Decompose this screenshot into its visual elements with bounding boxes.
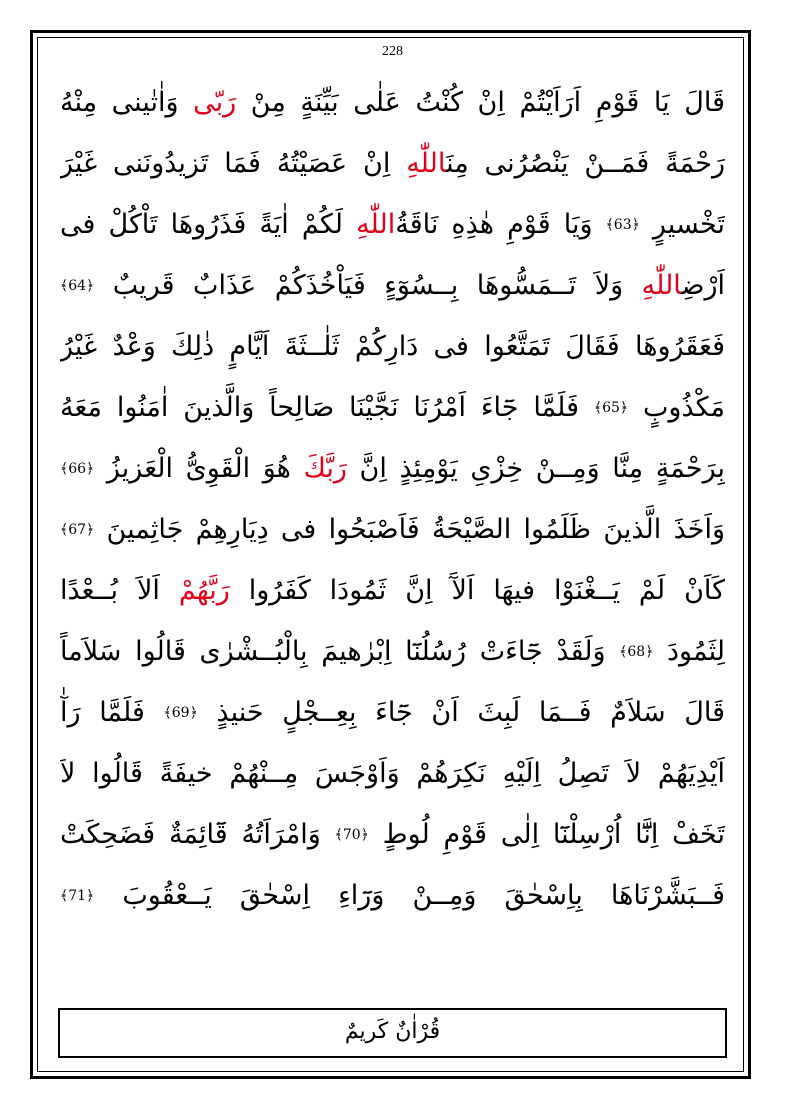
text-line: [60, 804, 725, 865]
verse-text: تَخْسيرٍ: [639, 209, 725, 240]
verse-text: اِنْ عَصَيْتُهُ فَمَا تَزيدُونَنى غَيْرَ: [60, 148, 407, 179]
page-number: 228: [382, 44, 403, 59]
verse-text: وَاَخَذَ الَّذينَ ظَلَمُوا الصَّيْحَةُ فَاَصْبَحُوا فى دِيَارِهِمْ جَاثِمينَ: [94, 514, 725, 545]
verse-text: رَحْمَةً فَمَــنْ يَنْصُرُنى مِنَ: [446, 148, 725, 179]
verse-text: مَكْذُوبٍ: [628, 392, 725, 423]
divine-name: اللّٰهِ: [406, 148, 447, 179]
verse-text: بِرَحْمَةٍ مِنَّا وَمِــنْ خِزْىِ يَوْمِئِذٍ اِنَّ: [346, 453, 725, 484]
footer-box: [58, 1008, 727, 1058]
text-line: [60, 316, 725, 377]
text-line: [60, 377, 725, 438]
verse-text: فَلَمَّا رَآٰ: [60, 697, 164, 728]
divine-name: رَبّى: [193, 87, 237, 118]
verse-text: لِثَمُودَ: [653, 636, 725, 667]
ayah-number: ﴿69﴾: [163, 705, 198, 721]
text-line: [60, 255, 725, 316]
text-line: [60, 438, 725, 499]
text-line: [60, 133, 725, 194]
ayah-number: ﴿70﴾: [334, 827, 369, 843]
divine-name: اللّٰهِ: [356, 209, 396, 240]
verse-text: قَالَ سَلاَمٌ فَــمَا لَبِثَ اَنْ جَٓاءَ بِعِــجْلٍ حَنيذٍ: [197, 697, 725, 728]
ayah-number: ﴿65﴾: [593, 400, 629, 416]
ayah-number: ﴿71﴾: [60, 888, 95, 904]
verse-text: هُوَ الْقَوِىُّ الْعَزيزُ: [94, 453, 304, 484]
text-line: [60, 743, 725, 804]
verse-text: وَلاَ تَــمَسُّوهَا بِــسُوٓءٍ فَيَاْخُذَكُمْ عَذَابٌ قَريبٌ: [94, 270, 642, 301]
verse-text: وَاٰتٰينى مِنْهُ: [60, 87, 194, 118]
footer-label: قُرْاٰنٌ كَريمٌ: [344, 1019, 441, 1044]
verse-text: وَامْرَاَتُهُ قَٓائِمَةٌ فَضَحِكَتْ: [60, 819, 335, 850]
text-line: [60, 560, 725, 621]
divine-name: رَبَّكَ: [303, 453, 347, 484]
verse-text: وَيَا قَوْمِ هٰذِهِ نَاقَةُ: [395, 209, 606, 240]
verse-text: فَــبَشَّرْنَاهَا بِاِسْحٰقَ وَمِــنْ وَرَٓاءِ اِسْحٰقَ يَــعْقُوبَ: [94, 880, 725, 911]
verse-text: فَعَقَرُوهَا فَقَالَ تَمَتَّعُوا فى دَارِكُمْ ثَلٰــثَةَ اَيَّامٍ ذٰلِكَ وَعْدٌ غَيْرُ: [60, 331, 725, 362]
verse-text: وَلَقَدْ جَٓاءَتْ رُسُلُنَٓا اِبْرٰهيمَ بِالْبُــشْرٰى قَالُوا سَلاَماً: [60, 636, 620, 667]
ayah-number: ﴿66﴾: [60, 461, 95, 477]
divine-name: رَبَّهُمْ: [178, 575, 230, 606]
text-line: [60, 682, 725, 743]
divine-name: اللّٰهِ: [641, 270, 682, 301]
text-line: [60, 72, 725, 133]
text-line: [60, 499, 725, 560]
text-line: [60, 865, 725, 926]
verse-text: فَلَمَّا جَٓاءَ اَمْرُنَا نَجَّيْنَا صَالِحاً وَالَّذينَ اٰمَنُوا مَعَهُ: [60, 392, 594, 423]
verse-text: اَرْضِ: [681, 270, 725, 301]
verse-text: اَلاَ بُــعْدًا: [60, 575, 179, 606]
verse-text: تَخَفْ اِنَّٓا اُرْسِلْنَٓا اِلٰى قَوْمِ لُوطٍ: [368, 819, 725, 850]
ayah-number: ﴿67﴾: [60, 522, 95, 538]
verse-text: اَيْدِيَهُمْ لاَ تَصِلُ اِلَيْهِ نَكِرَهُمْ وَاَوْجَسَ مِــنْهُمْ خيفَةً قَالُوا لاَ: [60, 758, 725, 789]
text-line: [60, 621, 725, 682]
ayah-number: ﴿68﴾: [619, 644, 654, 660]
verse-text: كَاَنْ لَمْ يَــغْنَوْا فيهَا اَلآَ اِنَّ ثَمُودَا كَفَرُوا: [229, 575, 725, 606]
verse-text: لَكُمْ اٰيَةً فَذَرُوهَا تَاْكُلْ فى: [60, 209, 357, 240]
ayah-number: ﴿63﴾: [605, 217, 640, 233]
ayah-number: ﴿64﴾: [60, 278, 95, 294]
quran-text-block: [60, 72, 725, 926]
text-line: [60, 194, 725, 255]
verse-text: قَالَ يَا قَوْمِ اَرَاَيْتُمْ اِنْ كُنْتُ عَلٰى بَيِّنَةٍ مِنْ: [236, 87, 725, 118]
